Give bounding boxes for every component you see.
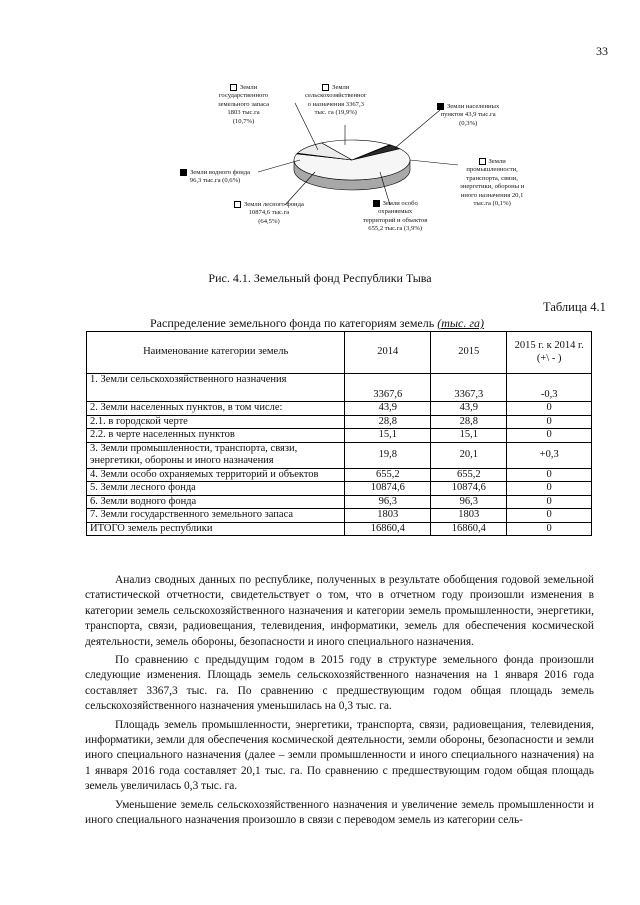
table-cell-value: 1803 <box>345 509 431 523</box>
figure-caption: Рис. 4.1. Земельный фонд Республики Тыва <box>208 271 432 285</box>
paragraph: По сравнению с предыдущим годом в 2015 году в структуре земельного фонда произошли следующие изменения. Площадь земель сельскохозяйственного назначения на 1 января 2016 года составляет 3367,3 тыс. га. По сравнению с предшествующим годом общая площадь земель сельскохозяйственного назначения уменьшилась на 0,3 тыс. га. <box>85 654 594 713</box>
chart-label-text: Земли <box>239 84 258 92</box>
table-number: Таблица 4.1 <box>543 300 606 314</box>
chart-label-line: (0,3%) <box>459 119 478 127</box>
legend-marker-icon <box>230 84 237 91</box>
table-row <box>87 482 592 496</box>
paragraph: Уменьшение земель сельскохозяйственного назначения и увеличение земель промышленности и иного специального назначения произошло в связи с переводом земель из категории сель- <box>85 798 594 827</box>
table-header-row <box>87 332 592 374</box>
chart-label-line: охраняемых <box>378 208 413 216</box>
table-row <box>87 374 592 402</box>
table-row <box>87 495 592 509</box>
table-cell-value: 96,3 <box>345 495 431 509</box>
chart-label-line <box>218 84 269 92</box>
table-cell-value: +0,3 <box>507 442 592 468</box>
table-title-unit: (тыс. га) <box>437 316 485 330</box>
table-title <box>150 316 484 331</box>
label-forest <box>234 201 304 226</box>
chart-label-text: Земли <box>488 158 506 166</box>
table-cell-value: 1803 <box>431 509 507 523</box>
label-industry <box>460 158 524 208</box>
table-cell-value: 10874,6 <box>431 482 507 496</box>
legend-marker-icon <box>180 169 187 176</box>
chart-label-line: промышленности, <box>466 166 518 174</box>
page-number: 33 <box>596 44 608 58</box>
chart-label-line: тыс. га (19,9%) <box>314 109 357 117</box>
label-water <box>180 169 250 186</box>
table-cell-category: 1. Земли сельскохозяйственного назначения <box>87 374 345 402</box>
chart-label-text: Земли населенных <box>447 103 500 111</box>
legend-marker-icon <box>322 84 329 91</box>
chart-label-line: (10,7%) <box>232 117 255 125</box>
table-cell-value: 10874,6 <box>345 482 431 496</box>
table-cell-category: 2.2. в черте населенных пунктов <box>87 429 345 443</box>
legend-marker-icon <box>479 158 486 165</box>
table-title-main: Распределение земельного фонда по категориям земель <box>150 316 438 330</box>
table-cell-value: -0,3 <box>507 374 592 402</box>
table-cell-category: 4. Земли особо охраняемых территорий и объектов <box>87 468 345 482</box>
legend-marker-icon <box>437 103 444 110</box>
table-cell-category: 6. Земли водного фонда <box>87 495 345 509</box>
table-cell-value: 20,1 <box>431 442 507 468</box>
table-cell-value: 28,8 <box>345 415 431 429</box>
chart-label-text: Земли водного фонда <box>190 169 251 177</box>
table-cell-value: 0 <box>507 495 592 509</box>
label-protected <box>363 200 427 234</box>
table-row <box>87 522 592 536</box>
table-cell-value: 0 <box>507 415 592 429</box>
table-cell-value: 0 <box>507 402 592 416</box>
pie-chart <box>0 0 640 260</box>
chart-label-line: энергетики, обороны и <box>460 183 525 191</box>
chart-label-line: пунктов 43,9 тыс.га <box>440 111 496 119</box>
chart-label-line: 655,2 тыс.га (3,9%) <box>368 225 423 233</box>
paragraph: Площадь земель промышленности, энергетики, транспорта, связи, радиовещания, телевидения, информатики, земли для обеспечения космической деятельности, земли обороны, безопасности и земли иного специального назначения (далее – земли промышленности и иного специального назначения) на 1 января 2016 года составляет 20,1 тыс. га. По сравнению с предшествующим годом общая площадь земель увеличилась 0,3 тыс. га. <box>85 718 594 793</box>
table-cell-value: 0 <box>507 482 592 496</box>
chart-label-line: о назначения 3367,3 <box>307 100 364 108</box>
land-fund-table <box>86 331 592 536</box>
table-cell-category: 3. Земли промышленности, транспорта, связи, энергетики, обороны и иного назначения <box>87 442 345 468</box>
label-agricultural <box>305 84 367 118</box>
chart-label-line <box>234 201 304 209</box>
leader-line <box>410 160 458 165</box>
chart-label-line: 96,3 тыс.га (0,6%) <box>189 177 241 185</box>
chart-label-line: территорий и объектов <box>363 216 428 224</box>
table-cell-value: 16860,4 <box>345 522 431 536</box>
header-2015: 2015 <box>431 332 507 374</box>
chart-label-line: сельскохозяйственног <box>305 92 367 100</box>
table-cell-value: 655,2 <box>431 468 507 482</box>
table-cell-value: 655,2 <box>345 468 431 482</box>
table-cell-value: 0 <box>507 509 592 523</box>
table-row <box>87 442 592 468</box>
table-cell-value: 0 <box>507 522 592 536</box>
table-cell-value: 28,8 <box>431 415 507 429</box>
table-cell-category: 2.1. в городской черте <box>87 415 345 429</box>
label-state-reserve <box>218 84 269 126</box>
body-text <box>85 573 594 832</box>
chart-label-line <box>363 200 427 208</box>
chart-label-line: транспорта, связи, <box>466 174 518 182</box>
label-settlements <box>437 103 499 128</box>
chart-label-text: Земли <box>332 84 350 92</box>
paragraph: Анализ сводных данных по республике, полученных в результате обобщения годовой земельной статистической отчетности, свидетельствует о том, что в отчетном году произошли изменения в категории земель сельскохозяйственного назначения и категории земель промышленности, энергетики, транспорта, связи, радиовещания, телевидения, информатики, земель для обеспечения космической деятельности, земель обороны, безопасности и иного специального назначения. <box>85 574 594 648</box>
table-cell-value: 0 <box>507 429 592 443</box>
chart-label-text: Земли особо <box>382 200 418 208</box>
table-cell-value: 19,8 <box>345 442 431 468</box>
chart-label-line: иного назначения 20,1 <box>460 191 524 199</box>
header-2014: 2014 <box>345 332 431 374</box>
chart-label-line: тыс.га (0,1%) <box>473 200 511 208</box>
chart-label-line: 10874,6 тыс.га <box>248 209 290 217</box>
table-cell-category: 7. Земли государственного земельного запаса <box>87 509 345 523</box>
chart-label-line: государственного <box>218 92 269 100</box>
table-cell-value: 15,1 <box>345 429 431 443</box>
table-row <box>87 429 592 443</box>
table-row <box>87 402 592 416</box>
leader-line <box>395 110 440 148</box>
legend-marker-icon <box>234 201 241 208</box>
chart-label-text: Земли лесного фонда <box>244 201 304 209</box>
chart-label-line: земельного запаса <box>218 100 270 108</box>
table-cell-value: 96,3 <box>431 495 507 509</box>
chart-label-line: (64,5%) <box>258 217 280 225</box>
table-cell-value: 0 <box>507 468 592 482</box>
table-cell-value: 43,9 <box>345 402 431 416</box>
table-row <box>87 509 592 523</box>
table-cell-value: 15,1 <box>431 429 507 443</box>
header-change: 2015 г. к 2014 г. (+\ - ) <box>507 332 592 374</box>
chart-label-line <box>180 169 250 177</box>
header-category: Наименование категории земель <box>87 332 345 374</box>
table-row <box>87 415 592 429</box>
table-cell-value: 16860,4 <box>431 522 507 536</box>
table-cell-category: ИТОГО земель республики <box>87 522 345 536</box>
table-cell-value: 3367,3 <box>431 374 507 402</box>
table-cell-category: 2. Земли населенных пунктов, в том числе: <box>87 402 345 416</box>
chart-label-line <box>305 84 367 92</box>
legend-marker-icon <box>373 200 380 207</box>
table-cell-value: 43,9 <box>431 402 507 416</box>
pie-chart-svg <box>0 0 640 260</box>
table-cell-value: 3367,6 <box>345 374 431 402</box>
table-row <box>87 468 592 482</box>
chart-label-line: 1803 тыс.га <box>227 109 260 117</box>
table-cell-category: 5. Земли лесного фонда <box>87 482 345 496</box>
chart-label-line <box>460 158 524 166</box>
chart-label-line <box>437 103 499 111</box>
